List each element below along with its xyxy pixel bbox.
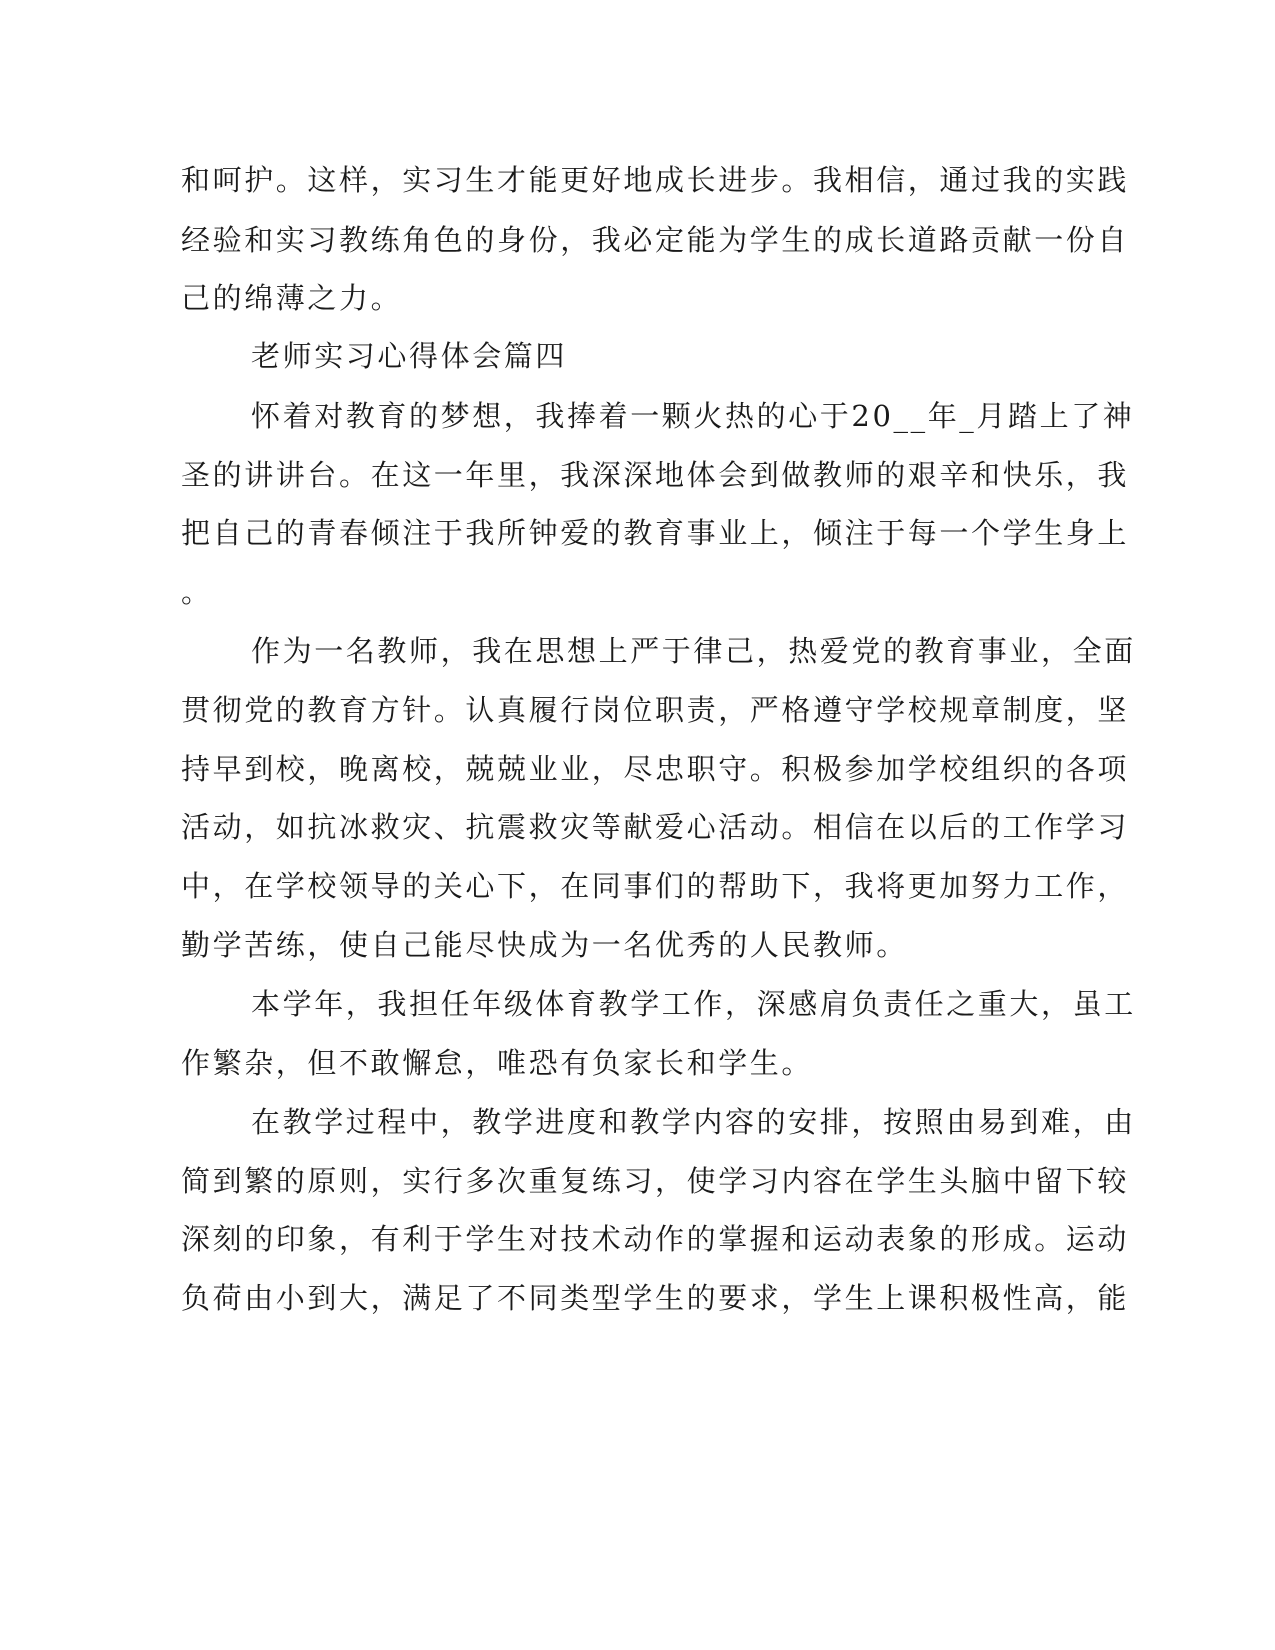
text-line: 己的绵薄之力。 (181, 281, 403, 315)
text-line: 负荷由小到大，满足了不同类型学生的要求，学生上课积极性高，能 (181, 1281, 1130, 1315)
text-line: 。 (181, 575, 213, 609)
text-line: 活动，如抗冰救灾、抗震救灾等献爱心活动。相信在以后的工作学习 (181, 810, 1130, 844)
text-line: 勤学苦练，使自己能尽快成为一名优秀的人民教师。 (181, 928, 908, 962)
text-line: 作繁杂，但不敢懈怠，唯恐有负家长和学生。 (181, 1046, 814, 1080)
paragraph-first-line: 在教学过程中，教学进度和教学内容的安排，按照由易到难，由 (251, 1105, 1136, 1139)
text-line: 圣的讲讲台。在这一年里，我深深地体会到做教师的艰辛和快乐，我 (181, 458, 1130, 492)
paragraph-first-line: 作为一名教师，我在思想上严于律己，热爱党的教育事业，全面 (251, 634, 1136, 668)
text-line: 贯彻党的教育方针。认真履行岗位职责，严格遵守学校规章制度，坚 (181, 693, 1130, 727)
text-line: 简到繁的原则，实行多次重复练习，使学习内容在学生头脑中留下较 (181, 1164, 1130, 1198)
paragraph-first-line: 本学年，我担任年级体育教学工作，深感肩负责任之重大，虽工 (251, 987, 1136, 1021)
section-heading: 老师实习心得体会篇四 (251, 339, 568, 373)
text-line: 和呵护。这样，实习生才能更好地成长进步。我相信，通过我的实践 (181, 163, 1130, 197)
text-line: 把自己的青春倾注于我所钟爱的教育事业上，倾注于每一个学生身上 (181, 516, 1130, 550)
text-line: 持早到校，晚离校，兢兢业业，尽忠职守。积极参加学校组织的各项 (181, 752, 1130, 786)
text-line: 中，在学校领导的关心下，在同事们的帮助下，我将更加努力工作， (181, 869, 1130, 903)
text-line: 经验和实习教练角色的身份，我必定能为学生的成长道路贡献一份自 (181, 223, 1130, 257)
text-line: 深刻的印象，有利于学生对技术动作的掌握和运动表象的形成。运动 (181, 1222, 1130, 1256)
paragraph-first-line: 怀着对教育的梦想，我捧着一颗火热的心于20__年_月踏上了神 (251, 399, 1135, 433)
